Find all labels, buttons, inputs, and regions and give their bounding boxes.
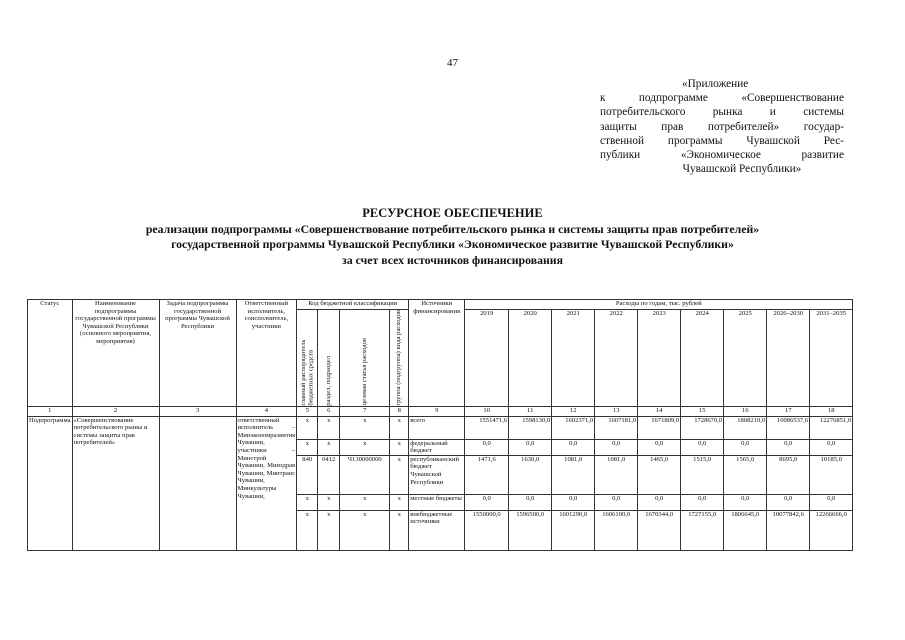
header-status: Статус xyxy=(28,300,73,407)
code-cell: x xyxy=(390,510,409,526)
header-name: Наименование подпрограммы государственной программы Чувашской Республики (основного мероприятия, мероприятия) xyxy=(72,300,159,407)
appendix-line: ственной программы Чувашской Рес- xyxy=(600,134,844,147)
column-number: 14 xyxy=(638,406,681,416)
header-task: Задача подпрограммы государственной программы Чувашской Республики xyxy=(159,300,236,407)
header-code-sub: целевая статья расходов xyxy=(340,310,390,407)
header-year: 2023 xyxy=(638,310,681,407)
appendix-line: защиты прав потребителей» государ- xyxy=(600,120,844,133)
code-cell: 0412 xyxy=(318,455,340,494)
document-title xyxy=(0,206,905,268)
column-number: 18 xyxy=(810,406,853,416)
value-cell: 0,0 xyxy=(465,439,509,455)
value-cell: 0,0 xyxy=(810,494,853,510)
value-cell: 0,0 xyxy=(552,494,595,510)
source-cell: местные бюджеты xyxy=(409,494,465,510)
value-cell: 1728670,0 xyxy=(681,416,724,439)
header-year: 2021 xyxy=(552,310,595,407)
source-cell: всего xyxy=(409,416,465,439)
appendix-line: публики «Экономическое развитие xyxy=(600,149,844,162)
code-cell: x xyxy=(297,439,318,455)
code-cell: x xyxy=(318,439,340,455)
column-number: 4 xyxy=(236,406,297,416)
header-code-sub: главный распорядитель бюджетных средств xyxy=(297,310,318,407)
header-code-sub: раздел, подраздел xyxy=(318,310,340,407)
column-number: 8 xyxy=(390,406,409,416)
resource-table xyxy=(27,299,853,551)
value-cell: 1515,0 xyxy=(681,455,724,494)
column-number: 17 xyxy=(767,406,810,416)
source-cell: внебюджетные источники xyxy=(409,510,465,526)
column-number: 12 xyxy=(552,406,595,416)
column-number-row xyxy=(28,406,853,416)
column-number: 2 xyxy=(72,406,159,416)
value-cell: 0,0 xyxy=(810,439,853,455)
value-cell: 0,0 xyxy=(767,494,810,510)
value-cell: 1808210,0 xyxy=(724,416,767,439)
appendix-line: потребительского рынка и системы xyxy=(600,106,844,119)
code-cell: x xyxy=(340,439,390,455)
value-cell: 1465,0 xyxy=(638,455,681,494)
value-cell: 1550000,0 xyxy=(465,510,509,526)
column-number: 6 xyxy=(318,406,340,416)
value-cell: 10185,0 xyxy=(810,455,853,494)
value-cell: 1081,0 xyxy=(552,455,595,494)
code-cell: x xyxy=(297,494,318,510)
value-cell: 1630,0 xyxy=(509,455,552,494)
header-year: 2026–2030 xyxy=(767,310,810,407)
value-cell: 1602371,0 xyxy=(552,416,595,439)
value-cell: 0,0 xyxy=(595,494,638,510)
subtitle-line: за счет всех источников финансирования xyxy=(342,252,563,267)
column-number: 9 xyxy=(409,406,465,416)
value-cell: 10086537,6 xyxy=(767,416,810,439)
code-cell: x xyxy=(297,416,318,439)
column-number: 1 xyxy=(28,406,73,416)
column-number: 13 xyxy=(595,406,638,416)
header-sources: Источники финансирования xyxy=(409,300,465,407)
code-cell: x xyxy=(390,439,409,455)
status-cell: Подпрограмма xyxy=(28,416,73,550)
header-year: 2025 xyxy=(724,310,767,407)
task-cell xyxy=(159,416,236,550)
responsible-cell: ответственный исполнитель – Минэкономразвития Чувашии, участники – Минстрой Чувашии, Минздрав Чувашии, Минтранс Чувашии, Минкультуры Чувашии, xyxy=(236,416,297,550)
code-cell: x xyxy=(318,494,340,510)
value-cell: 0,0 xyxy=(681,439,724,455)
value-cell: 1551471,6 xyxy=(465,416,509,439)
value-cell: 10077842,6 xyxy=(767,510,810,526)
header-year: 2024 xyxy=(681,310,724,407)
column-number: 5 xyxy=(297,406,318,416)
header-year: 2022 xyxy=(595,310,638,407)
appendix-line: «Приложение xyxy=(682,78,749,90)
value-cell: 0,0 xyxy=(552,439,595,455)
value-cell: 0,0 xyxy=(465,494,509,510)
code-cell: Ч130000000 xyxy=(340,455,390,494)
value-cell: 8695,0 xyxy=(767,455,810,494)
appendix-line: Чувашской Республики» xyxy=(682,163,802,176)
code-cell: x xyxy=(340,494,390,510)
appendix-line: к подпрограмме «Совершенствование xyxy=(600,92,844,105)
page-number: 47 xyxy=(447,57,458,69)
header-row xyxy=(28,300,853,310)
program-name-cell: «Совершенствование потребительского рынка и системы защиты прав потребителей» xyxy=(72,416,159,550)
value-cell: 0,0 xyxy=(767,439,810,455)
value-cell: 12276851,0 xyxy=(810,416,853,439)
value-cell: 1081,0 xyxy=(595,455,638,494)
value-cell: 1671809,0 xyxy=(638,416,681,439)
value-cell: 0,0 xyxy=(681,494,724,510)
column-number: 3 xyxy=(159,406,236,416)
header-year: 2019 xyxy=(465,310,509,407)
header-expenses: Расходы по годам, тыс. рублей xyxy=(465,300,853,310)
value-cell: 1606100,0 xyxy=(595,510,638,526)
value-cell: 0,0 xyxy=(638,439,681,455)
value-cell: 1601290,0 xyxy=(552,510,595,526)
value-cell: 1806645,0 xyxy=(724,510,767,526)
code-cell: x xyxy=(297,510,318,526)
code-cell: x xyxy=(340,416,390,439)
value-cell: 1565,0 xyxy=(724,455,767,494)
subtitle-line: реализации подпрограммы «Совершенствование потребительского рынка и системы защиты прав потребителей» xyxy=(145,221,760,236)
column-number: 10 xyxy=(465,406,509,416)
code-cell: x xyxy=(340,510,390,526)
table-row xyxy=(28,416,853,439)
value-cell: 1607181,0 xyxy=(595,416,638,439)
value-cell: 1727155,0 xyxy=(681,510,724,526)
column-number: 16 xyxy=(724,406,767,416)
header-year: 2020 xyxy=(509,310,552,407)
column-number: 11 xyxy=(509,406,552,416)
header-code-sub: группа (подгруппа) вида расходов xyxy=(390,310,409,407)
value-cell: 0,0 xyxy=(638,494,681,510)
value-cell: 0,0 xyxy=(724,439,767,455)
code-cell: x xyxy=(390,455,409,494)
code-cell: x xyxy=(318,510,340,526)
code-cell: x xyxy=(390,416,409,439)
value-cell: 1598130,0 xyxy=(509,416,552,439)
subtitle-line: государственной программы Чувашской Республики «Экономическое развитие Чувашской Республики» xyxy=(171,237,734,251)
column-number: 7 xyxy=(340,406,390,416)
value-cell: 12266666,0 xyxy=(810,510,853,526)
code-cell: x xyxy=(318,416,340,439)
value-cell: 1471,6 xyxy=(465,455,509,494)
value-cell: 0,0 xyxy=(509,494,552,510)
title-line: РЕСУРСНОЕ ОБЕСПЕЧЕНИЕ xyxy=(362,206,543,220)
value-cell: 0,0 xyxy=(724,494,767,510)
header-budget-code: Код бюджетной классификации xyxy=(297,300,409,310)
column-number: 15 xyxy=(681,406,724,416)
code-cell: x xyxy=(390,494,409,510)
appendix-note xyxy=(600,77,844,176)
source-cell: федеральный бюджет xyxy=(409,439,465,455)
source-cell: республиканский бюджет Чувашской Республики xyxy=(409,455,465,494)
value-cell: 1670344,0 xyxy=(638,510,681,526)
code-cell: 840 xyxy=(297,455,318,494)
value-cell: 0,0 xyxy=(595,439,638,455)
header-year: 2031–2035 xyxy=(810,310,853,407)
value-cell: 0,0 xyxy=(509,439,552,455)
value-cell: 1596500,0 xyxy=(509,510,552,526)
header-responsible: Ответственный исполнитель, соисполнитель, участники xyxy=(236,300,297,407)
